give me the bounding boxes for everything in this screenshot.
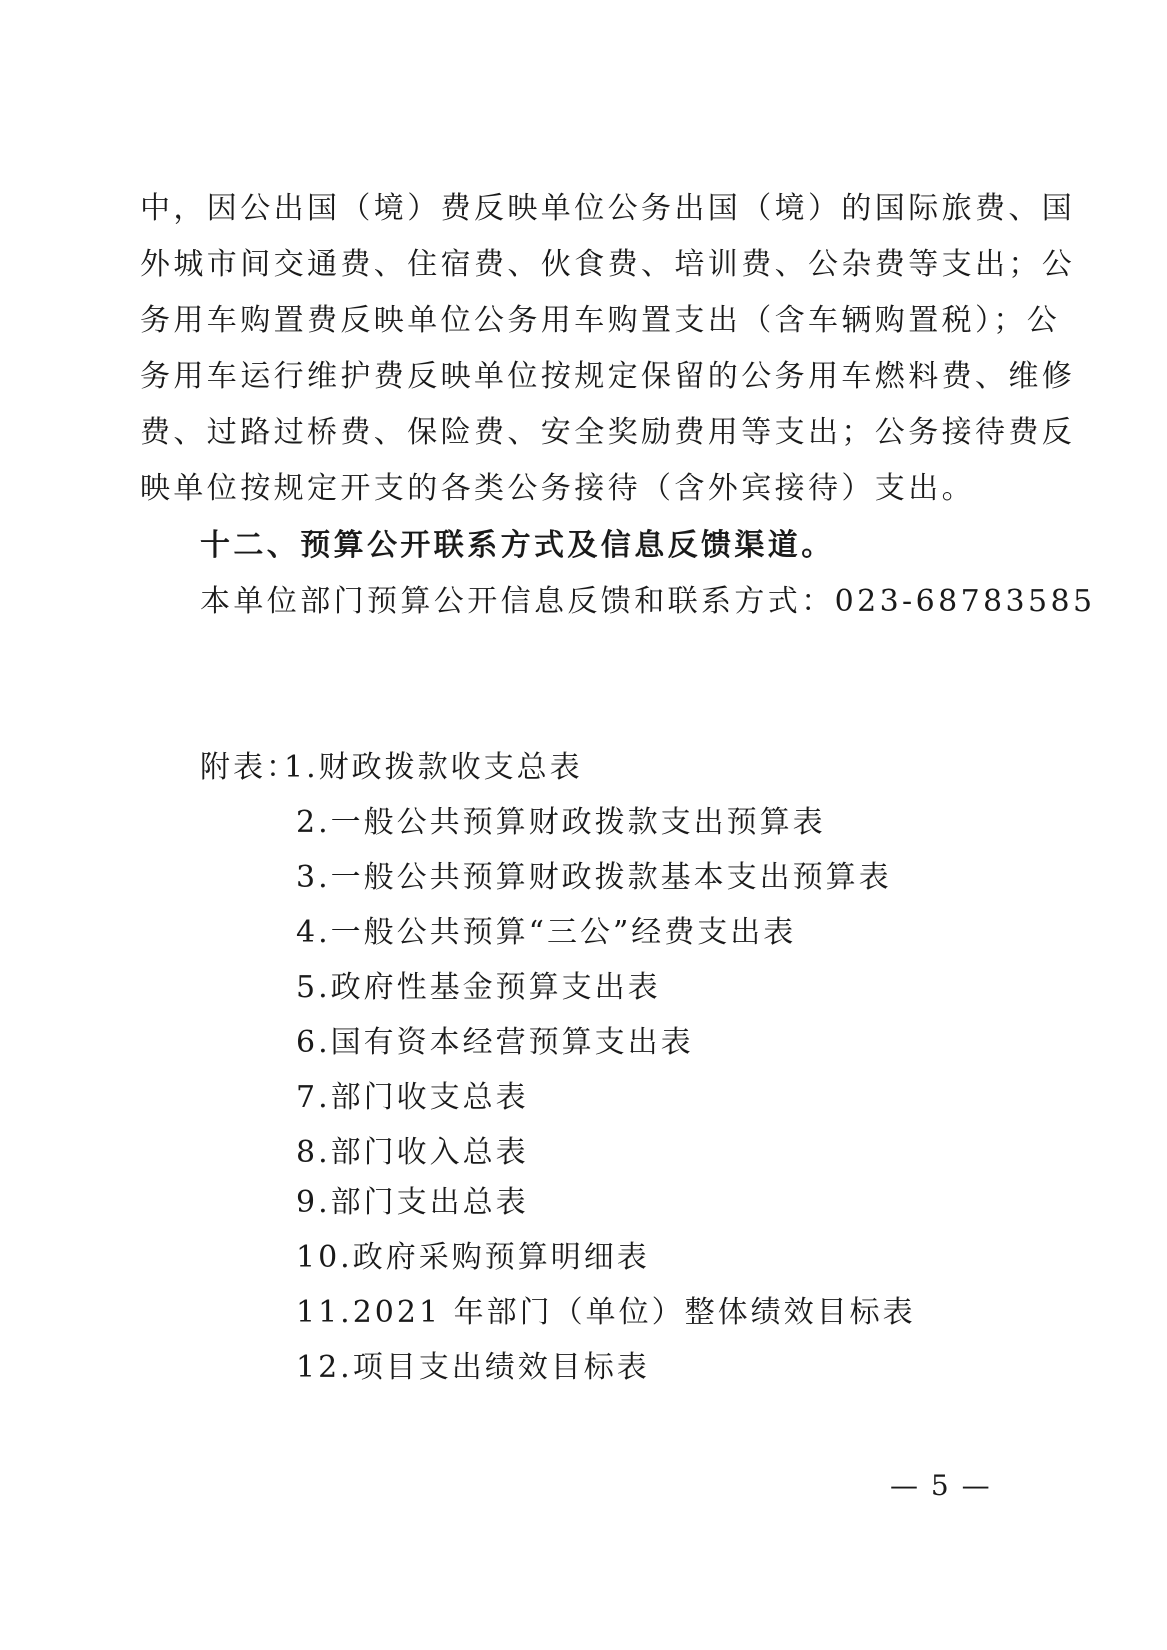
attachment-item: 8.部门收入总表 bbox=[296, 1135, 529, 1170]
paragraph-line: 映单位按规定开支的各类公务接待（含外宾接待）支出。 bbox=[140, 471, 975, 506]
attachment-item: 6.国有资本经营预算支出表 bbox=[296, 1025, 694, 1060]
paragraph-line: 务用车运行维护费反映单位按规定保留的公务用车燃料费、维修 bbox=[140, 359, 1076, 394]
paragraph-line: 务用车购置费反映单位公务用车购置支出（含车辆购置税）；公 bbox=[140, 303, 1061, 338]
attachment-item: 3.一般公共预算财政拨款基本支出预算表 bbox=[296, 860, 892, 895]
paragraph-line: 费、过路过桥费、保险费、安全奖励费用等支出；公务接待费反 bbox=[140, 415, 1076, 450]
section-heading: 十二、预算公开联系方式及信息反馈渠道。 bbox=[200, 528, 835, 563]
attachment-item: 5.政府性基金预算支出表 bbox=[296, 970, 661, 1005]
paragraph-line: 中，因公出国（境）费反映单位公务出国（境）的国际旅费、国 bbox=[140, 191, 1076, 226]
attachment-item: 11.2021 年部门（单位）整体绩效目标表 bbox=[296, 1295, 916, 1330]
attachment-item: 1.财政拨款收支总表 bbox=[284, 750, 583, 785]
paragraph-line: 外城市间交通费、住宿费、伙食费、培训费、公杂费等支出；公 bbox=[140, 247, 1076, 282]
attachments-label: 附表： bbox=[200, 750, 299, 785]
page-number: — 5 — bbox=[890, 1469, 992, 1502]
attachment-item: 4.一般公共预算“三公”经费支出表 bbox=[296, 915, 797, 950]
contact-line: 本单位部门预算公开信息反馈和联系方式：023-68783585 bbox=[200, 584, 1096, 619]
attachment-item: 7.部门收支总表 bbox=[296, 1080, 529, 1115]
attachment-item: 2.一般公共预算财政拨款支出预算表 bbox=[296, 805, 826, 840]
attachment-item: 10.政府采购预算明细表 bbox=[296, 1240, 650, 1275]
attachment-item: 12.项目支出绩效目标表 bbox=[296, 1350, 650, 1385]
attachment-item: 9.部门支出总表 bbox=[296, 1185, 529, 1220]
